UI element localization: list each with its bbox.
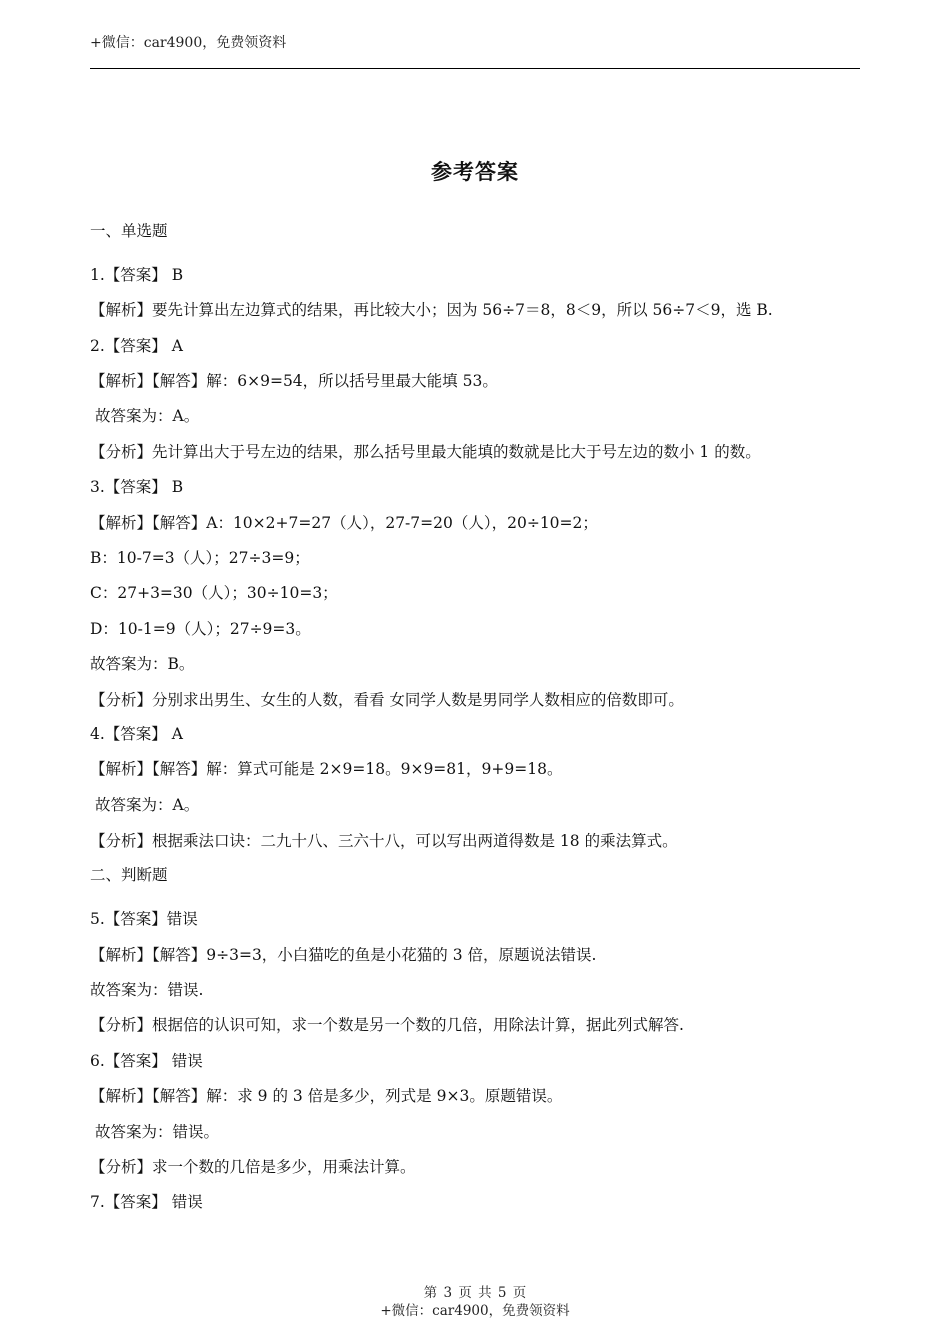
answer-line: 4.【答案】 A [90, 725, 183, 743]
conclusion-line: 故答案为：B。 [90, 655, 195, 673]
explanation-line: 【解析】【解答】解：6×9=54，所以括号里最大能填 53。 [90, 372, 498, 390]
section-heading-single-choice: 一、单选题 [90, 222, 168, 240]
analysis-line: 【分析】先计算出大于号左边的结果，那么括号里最大能填的数就是比大于号左边的数小 1 的数。 [90, 443, 761, 461]
explanation-line: 【解析】【解答】解：算式可能是 2×9=18。9×9=81，9+9=18。 [90, 760, 563, 778]
analysis-line: 【分析】根据倍的认识可知，求一个数是另一个数的几倍，用除法计算，据此列式解答. [90, 1016, 684, 1034]
answer-line: 5.【答案】错误 [90, 910, 198, 928]
explanation-line: C：27+3=30（人）；30÷10=3； [90, 584, 338, 602]
analysis-line: 【分析】求一个数的几倍是多少，用乘法计算。 [90, 1158, 416, 1176]
explanation-line: B：10-7=3（人）；27÷3=9； [90, 549, 310, 567]
conclusion-line: 故答案为：A。 [95, 407, 200, 425]
answer-line: 6.【答案】 错误 [90, 1052, 203, 1070]
answer-line: 2.【答案】 A [90, 337, 183, 355]
conclusion-line: 故答案为：错误。 [95, 1123, 220, 1141]
header-divider [90, 68, 860, 69]
answer-line: 3.【答案】 B [90, 478, 184, 496]
answer-line: 1.【答案】 B [90, 266, 184, 284]
footer-note: +微信：car4900，免费领资料 [380, 1303, 570, 1319]
answer-line: 7.【答案】 错误 [90, 1193, 203, 1211]
explanation-line: 【解析】【解答】A：10×2+7=27（人），27-7=20（人），20÷10=2； [90, 514, 598, 532]
explanation-line: 【解析】要先计算出左边算式的结果，再比较大小；因为 56÷7＝8，8＜9，所以 56÷7＜9，选 B. [90, 301, 773, 319]
header-note: +微信：car4900，免费领资料 [90, 35, 287, 51]
page-title: 参考答案 [431, 159, 519, 184]
page-number: 第 3 页 共 5 页 [423, 1285, 527, 1301]
conclusion-line: 故答案为：错误. [90, 981, 204, 999]
explanation-line: 【解析】【解答】解：求 9 的 3 倍是多少，列式是 9×3。原题错误。 [90, 1087, 563, 1105]
section-heading-true-false: 二、判断题 [90, 866, 168, 884]
conclusion-line: 故答案为：A。 [95, 796, 200, 814]
explanation-line: 【解析】【解答】9÷3=3，小白猫吃的鱼是小花猫的 3 倍，原题说法错误. [90, 946, 597, 964]
analysis-line: 【分析】分别求出男生、女生的人数，看看 女同学人数是男同学人数相应的倍数即可。 [90, 691, 684, 709]
analysis-line: 【分析】根据乘法口诀：二九十八、三六十八，可以写出两道得数是 18 的乘法算式。 [90, 832, 678, 850]
explanation-line: D：10-1=9（人）；27÷9=3。 [90, 620, 311, 638]
